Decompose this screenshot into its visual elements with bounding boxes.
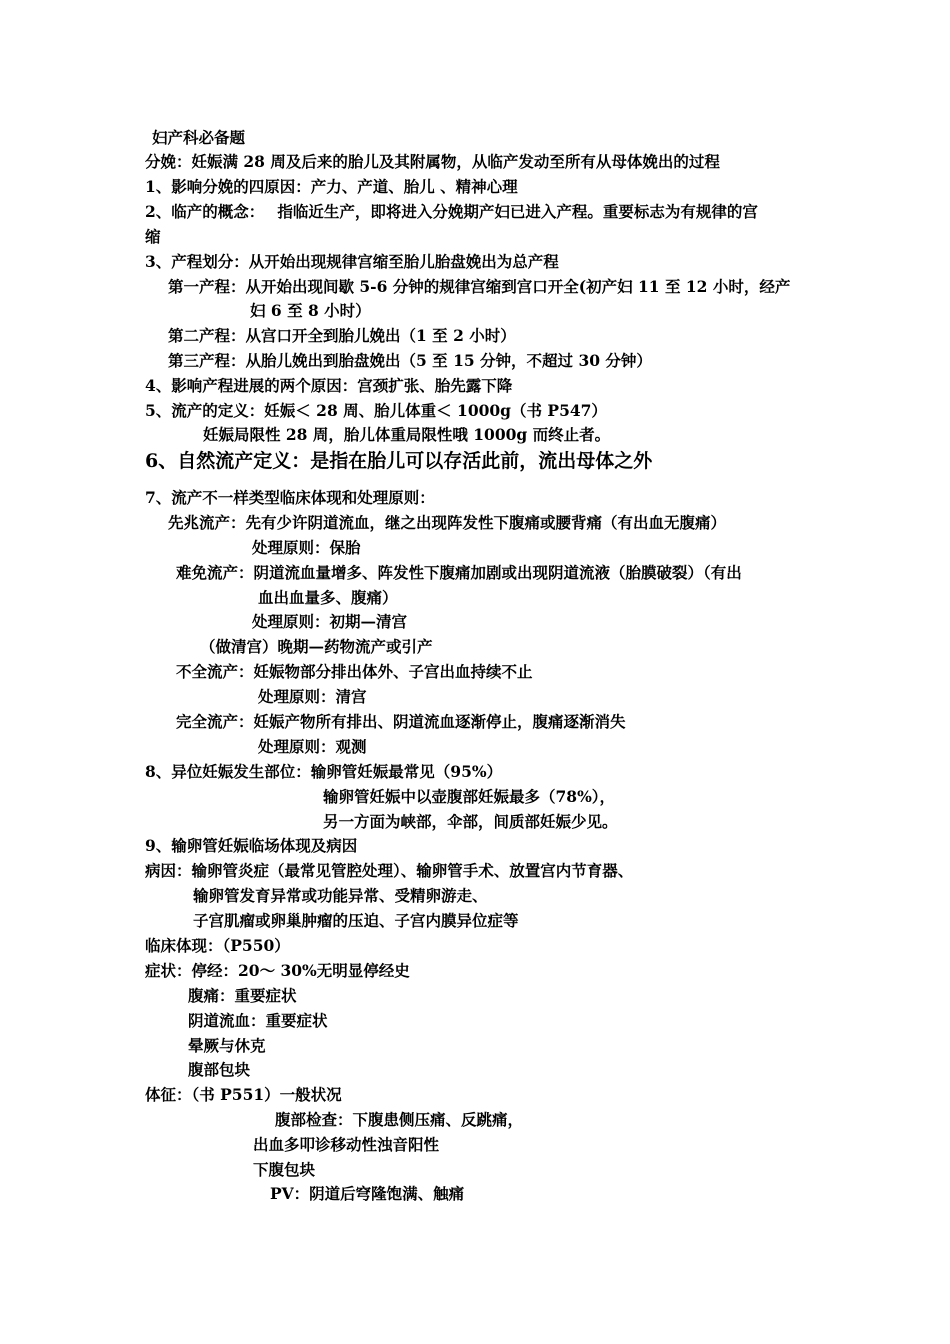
text-line: 缩 [145,227,161,246]
text-line: 腹痛：重要症状 [188,986,297,1005]
text-line: 妊娠局限性 28 周，胎儿体重局限性哦 1000g 而终止者。 [203,425,611,444]
text-line: 临床体现：（P550） [145,936,290,955]
text-line: 出血多叩诊移动性浊音阳性 [253,1135,440,1154]
text-line: 5、流产的定义：妊娠＜ 28 周、胎儿体重＜ 1000g（书 P547） [145,401,607,420]
text-line: 处理原则：观测 [258,737,367,756]
text-line: 妇 6 至 8 小时） [250,301,371,320]
text-line: 症状：停经：20～ 30%无明显停经史 [145,961,410,980]
text-line: 腹部检查：下腹患侧压痛、反跳痛， [275,1110,524,1129]
text-line: 阴道流血：重要症状 [188,1011,328,1030]
text-line: 9、输卵管妊娠临场体现及病因 [145,836,358,855]
text-line: 下腹包块 [253,1160,316,1179]
text-line: 体征：（书 P551）一般状况 [145,1085,342,1104]
text-line: PV：阴道后穹隆饱满、触痛 [270,1184,465,1203]
text-line: 8、异位妊娠发生部位：输卵管妊娠最常见（95%） [145,762,503,781]
text-line: 第一产程：从开始出现间歇 5-6 分钟的规律宫缩到宫口开全(初产妇 11 至 12 小时，经产 [168,277,791,296]
text-line: 处理原则：保胎 [252,538,361,557]
text-line: 7、流产不一样类型临床体现和处理原则： [145,488,435,507]
text-line: 不全流产：妊娠物部分排出体外、子宫出血持续不止 [176,662,533,681]
text-line: 输卵管妊娠中以壶腹部妊娠最多（78%）， [323,787,616,806]
text-line: 难免流产：阴道流血量增多、阵发性下腹痛加剧或出现阴道流液（胎膜破裂）（有出 [176,563,742,582]
text-line: 腹部包块 [188,1060,251,1079]
text-line: 病因：输卵管炎症（最常见管腔处理）、输卵管手术、放置宫内节育器、 [145,861,634,880]
text-line: 1、影响分娩的四原因：产力、产道、胎儿 、精神心理 [145,177,518,196]
text-line: 分娩：妊娠满 28 周及后来的胎儿及其附属物，从临产发动至所有从母体娩出的过程 [145,152,720,171]
text-line: 子宫肌瘤或卵巢肿瘤的压迫、子宫内膜异位症等 [193,911,519,930]
text-line: 处理原则：清宫 [258,687,367,706]
text-line: 晕厥与休克 [188,1036,266,1055]
text-line: （做清宫）晚期—药物流产或引产 [200,637,433,656]
text-line: 3、产程划分：从开始出现规律宫缩至胎儿胎盘娩出为总产程 [145,252,559,271]
text-line: 先兆流产：先有少许阴道流血，继之出现阵发性下腹痛或腰背痛（有出血无腹痛） [168,513,727,532]
document-title: 妇产科必备题 [152,128,246,147]
text-line: 处理原则：初期—清宫 [252,612,408,631]
text-line: 输卵管发育异常或功能异常、受精卵游走、 [193,886,488,905]
text-line: 另一方面为峡部，伞部，间质部妊娠少见。 [323,812,618,831]
text-line: 第三产程：从胎儿娩出到胎盘娩出（5 至 15 分钟，不超过 30 分钟） [168,351,652,370]
text-line: 6、自然流产定义：是指在胎儿可以存活此前，流出母体之外 [145,450,653,472]
text-line: 4、影响产程进展的两个原因：宫颈扩张、胎先露下降 [145,376,513,395]
text-line: 血出血量多、腹痛） [258,588,398,607]
text-line: 完全流产：妊娠产物所有排出、阴道流血逐渐停止，腹痛逐渐消失 [176,712,626,731]
text-line: 2、临产的概念： 指临近生产，即将进入分娩期产妇已进入产程。重要标志为有规律的宫 [145,202,758,221]
text-line: 第二产程：从宫口开全到胎儿娩出（1 至 2 小时） [168,326,516,345]
